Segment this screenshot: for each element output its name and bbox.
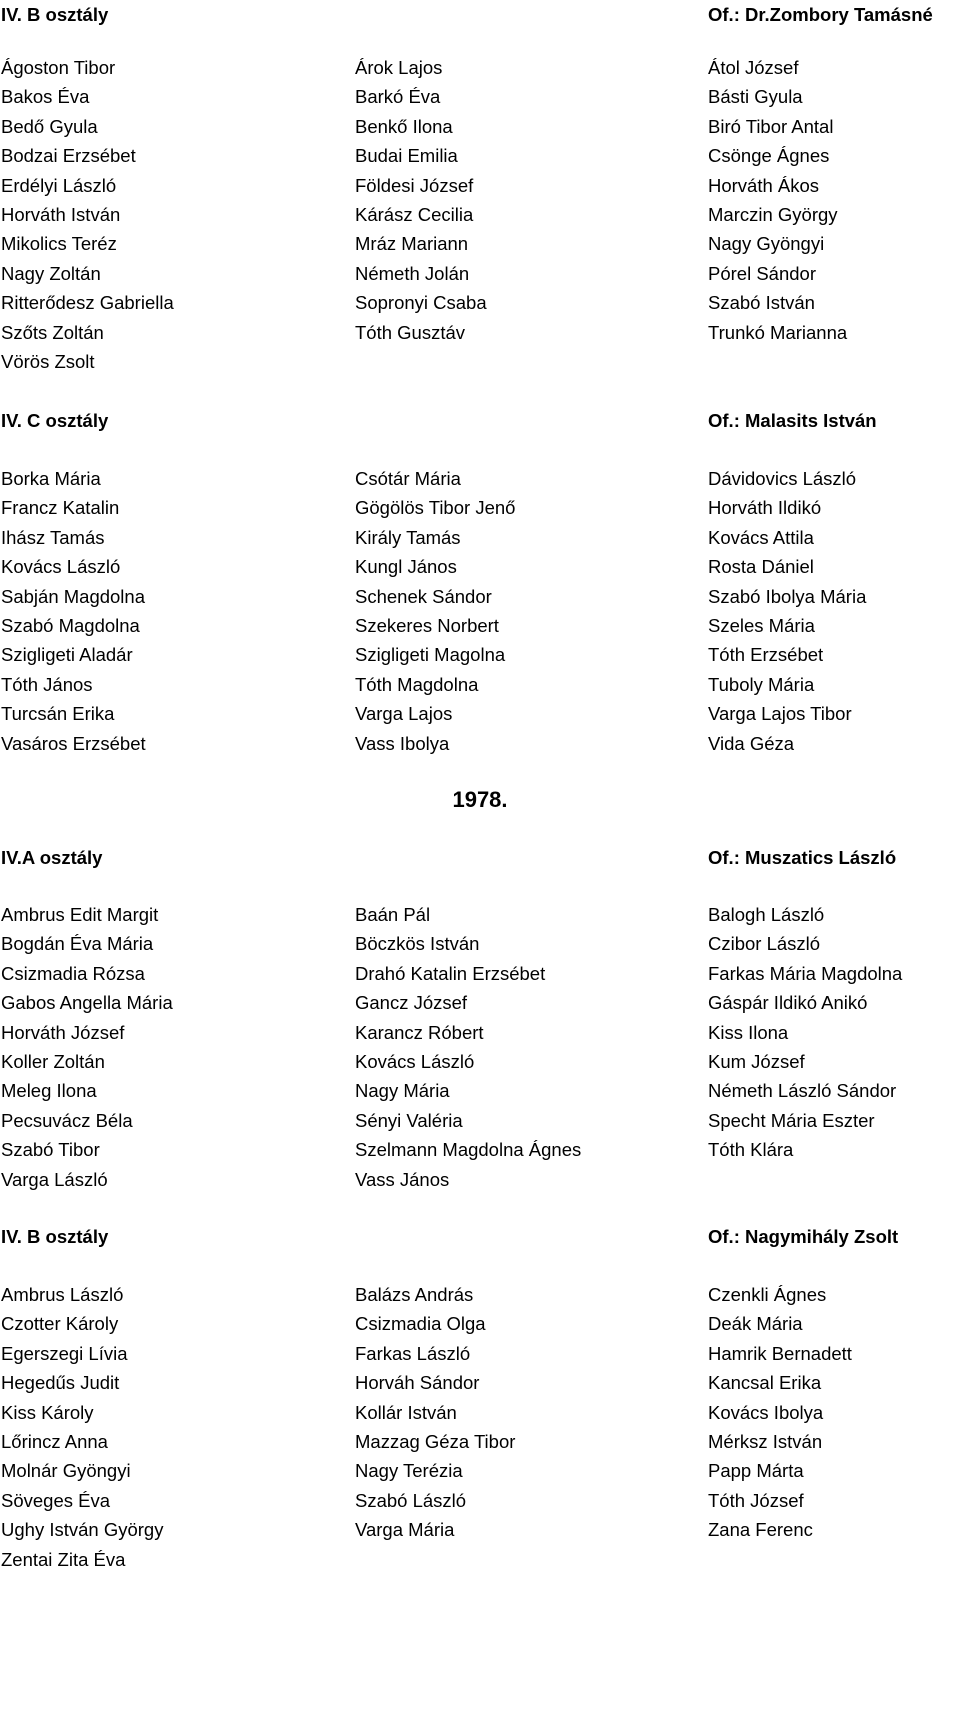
student-name: Árok Lajos (355, 57, 443, 78)
student-name: Barkó Éva (355, 86, 441, 108)
student-name: Tóth Klára (708, 1139, 794, 1161)
student-name: Budai Emilia (355, 145, 458, 167)
student-row (0, 1339, 960, 1368)
student-row (0, 640, 960, 669)
student-name: Ambrus László (1, 1284, 124, 1305)
student-row (0, 1165, 960, 1194)
student-name: Kárász Cecilia (355, 204, 474, 225)
student-row (0, 1076, 960, 1105)
student-row (0, 1456, 960, 1485)
student-name: Baán Pál (355, 904, 431, 925)
student-name: Bakos Éva (1, 86, 90, 108)
student-row (0, 611, 960, 640)
student-name: Tuboly Mária (708, 673, 815, 695)
student-name: Király Tamás (355, 526, 461, 548)
student-name: Mérksz István (708, 1431, 823, 1452)
student-row (0, 141, 960, 170)
student-row (0, 582, 960, 611)
student-name: Tóth Magdolna (355, 673, 479, 695)
student-name: Varga László (1, 1168, 108, 1190)
student-name: Varga Mária (355, 1519, 455, 1541)
student-name: Gögölös Tibor Jenő (355, 497, 516, 519)
student-name: Ambrus Edit Margit (1, 904, 159, 925)
student-name: Meleg Ilona (1, 1080, 97, 1102)
student-row (0, 259, 960, 288)
student-name: Tóth Gusztáv (355, 321, 466, 343)
homeroom-teacher: Of.: Muszatics László (708, 847, 897, 868)
student-name: Papp Márta (708, 1460, 804, 1482)
student-name: Kancsal Erika (708, 1372, 822, 1394)
student-row (0, 1047, 960, 1076)
homeroom-teacher: Of.: Nagymihály Zsolt (708, 1226, 899, 1247)
student-row (0, 1309, 960, 1338)
student-row (0, 288, 960, 317)
student-name: Zentai Zita Éva (1, 1548, 126, 1570)
class-header (0, 406, 960, 435)
student-name: Koller Zoltán (1, 1051, 105, 1072)
student-row (0, 464, 960, 493)
student-row (0, 1486, 960, 1515)
student-name: Bogdán Éva Mária (1, 933, 154, 955)
student-name: Kovács Attila (708, 526, 814, 548)
student-name: Szabó László (355, 1489, 467, 1511)
student-name: Szabó Ibolya Mária (708, 585, 867, 607)
student-name: Szeles Mária (708, 615, 815, 636)
student-row (0, 1106, 960, 1135)
student-name: Karancz Róbert (355, 1021, 484, 1043)
student-name: Pórel Sándor (708, 262, 816, 284)
student-name: Hegedűs Judit (1, 1372, 120, 1394)
student-name: Kiss Ilona (708, 1021, 789, 1043)
student-name: Bedő Gyula (1, 115, 98, 137)
student-row (0, 493, 960, 522)
class-label: IV. B osztály (1, 4, 109, 25)
student-row (0, 699, 960, 728)
student-name: Sabján Magdolna (1, 585, 145, 607)
student-name: Czibor László (708, 933, 821, 955)
student-name: Francz Katalin (1, 497, 120, 519)
student-name: Pecsuvácz Béla (1, 1109, 133, 1131)
student-name: Szekeres Norbert (355, 615, 499, 636)
student-name: Vörös Zsolt (1, 351, 95, 372)
class-label: IV.A osztály (1, 847, 103, 868)
student-name: Szőts Zoltán (1, 321, 104, 343)
student-name: Csizmadia Rózsa (1, 962, 145, 984)
student-name: Balogh László (708, 904, 825, 925)
student-row (0, 53, 960, 82)
student-name: Gáspár Ildikó Anikó (708, 992, 868, 1014)
student-name: Söveges Éva (1, 1489, 111, 1511)
student-name: Biró Tibor Antal (708, 115, 834, 137)
student-name: Átol József (708, 57, 799, 78)
homeroom-teacher: Of.: Malasits István (708, 410, 877, 431)
homeroom-teacher: Of.: Dr.Zombory Tamásné (708, 4, 933, 25)
student-name: Varga Lajos Tibor (708, 703, 852, 725)
student-name: Erdélyi László (1, 174, 117, 196)
student-row (0, 229, 960, 258)
student-row (0, 1515, 960, 1544)
student-name: Vass Ibolya (355, 732, 450, 754)
student-name: Molnár Gyöngyi (1, 1460, 131, 1482)
student-name: Farkas László (355, 1342, 471, 1364)
student-name: Dávidovics László (708, 468, 857, 489)
student-name: Balázs András (355, 1284, 474, 1305)
student-name: Horváth Ákos (708, 174, 820, 196)
student-name: Vida Géza (708, 732, 795, 754)
student-name: Horváth István (1, 204, 121, 225)
class-label: IV. B osztály (1, 1226, 109, 1247)
student-name: Ágoston Tibor (1, 57, 116, 78)
student-name: Schenek Sándor (355, 585, 492, 607)
student-row (0, 318, 960, 347)
student-name: Bodzai Erzsébet (1, 145, 136, 167)
student-name: Borka Mária (1, 468, 101, 489)
class-label: IV. C osztály (1, 410, 109, 431)
student-row (0, 552, 960, 581)
student-row (0, 1018, 960, 1047)
student-row (0, 729, 960, 758)
student-name: Kum József (708, 1051, 805, 1072)
student-name: Vasáros Erzsébet (1, 732, 146, 754)
student-name: Ughy István György (1, 1519, 164, 1541)
student-name: Czotter Károly (1, 1313, 119, 1335)
student-name: Nagy Terézia (355, 1460, 463, 1482)
student-row (0, 959, 960, 988)
student-name: Ihász Tamás (1, 526, 105, 548)
student-name: Horváth Ildikó (708, 497, 822, 519)
class-header (0, 0, 960, 29)
student-name: Benkő Ilona (355, 115, 453, 137)
student-name: Nagy Zoltán (1, 262, 101, 284)
student-name: Zana Ferenc (708, 1519, 813, 1541)
student-name: Csizmadia Olga (355, 1313, 486, 1335)
student-name: Tóth János (1, 673, 93, 695)
student-row (0, 347, 960, 376)
student-row (0, 1280, 960, 1309)
student-name: Farkas Mária Magdolna (708, 962, 903, 984)
student-row (0, 1427, 960, 1456)
student-name: Kungl János (355, 556, 457, 578)
student-row (0, 1398, 960, 1427)
student-name: Csönge Ágnes (708, 145, 830, 167)
student-name: Németh Jolán (355, 262, 470, 284)
student-row (0, 1368, 960, 1397)
student-name: Szabó István (708, 292, 815, 314)
student-name: Ritterődesz Gabriella (1, 292, 174, 314)
student-name: Németh László Sándor (708, 1080, 897, 1102)
student-name: Mikolics Teréz (1, 233, 117, 255)
student-name: Szelmann Magdolna Ágnes (355, 1139, 582, 1161)
student-name: Szigligeti Aladár (1, 644, 133, 666)
student-row (0, 200, 960, 229)
student-name: Vass János (355, 1168, 450, 1190)
student-row (0, 1545, 960, 1574)
student-name: Nagy Mária (355, 1080, 450, 1102)
student-name: Specht Mária Eszter (708, 1109, 875, 1131)
student-name: Horváth József (1, 1021, 125, 1043)
student-row (0, 1135, 960, 1164)
student-name: Varga Lajos (355, 703, 453, 725)
student-name: Turcsán Erika (1, 703, 115, 725)
student-name: Kovács Ibolya (708, 1401, 824, 1423)
student-name: Horváh Sándor (355, 1372, 480, 1394)
student-name: Rosta Dániel (708, 556, 814, 578)
student-name: Hamrik Bernadett (708, 1342, 852, 1364)
student-name: Szigligeti Magolna (355, 644, 506, 666)
student-name: Nagy Gyöngyi (708, 233, 825, 255)
year-heading: 1978. (452, 787, 508, 812)
class-header (0, 843, 960, 872)
student-name: Sopronyi Csaba (355, 292, 487, 314)
student-row (0, 670, 960, 699)
student-name: Csótár Mária (355, 468, 461, 489)
student-name: Földesi József (355, 174, 474, 196)
student-name: Egerszegi Lívia (1, 1342, 128, 1364)
student-name: Kollár István (355, 1401, 457, 1423)
student-name: Szabó Tibor (1, 1139, 100, 1161)
student-name: Drahó Katalin Erzsébet (355, 962, 546, 984)
student-name: Kiss Károly (1, 1401, 94, 1423)
student-name: Böczkös István (355, 933, 480, 955)
student-row (0, 523, 960, 552)
student-name: Básti Gyula (708, 86, 803, 108)
student-name: Mráz Mariann (355, 233, 469, 255)
student-name: Gancz József (355, 992, 468, 1014)
student-row (0, 900, 960, 929)
student-name: Sényi Valéria (355, 1109, 463, 1131)
student-row (0, 171, 960, 200)
student-name: Marczin György (708, 204, 838, 225)
student-name: Trunkó Marianna (708, 321, 848, 343)
student-row (0, 82, 960, 111)
student-name: Szabó Magdolna (1, 615, 140, 636)
student-name: Tóth Erzsébet (708, 644, 824, 666)
student-name: Lőrincz Anna (1, 1431, 108, 1452)
student-row (0, 988, 960, 1017)
student-row (0, 929, 960, 958)
student-name: Deák Mária (708, 1313, 803, 1335)
student-name: Tóth József (708, 1489, 804, 1511)
student-name: Kovács László (1, 556, 121, 578)
student-name: Gabos Angella Mária (1, 992, 173, 1014)
student-name: Czenkli Ágnes (708, 1284, 827, 1305)
student-name: Mazzag Géza Tibor (355, 1431, 516, 1452)
student-row (0, 112, 960, 141)
class-header (0, 1222, 960, 1251)
student-name: Kovács László (355, 1051, 475, 1072)
